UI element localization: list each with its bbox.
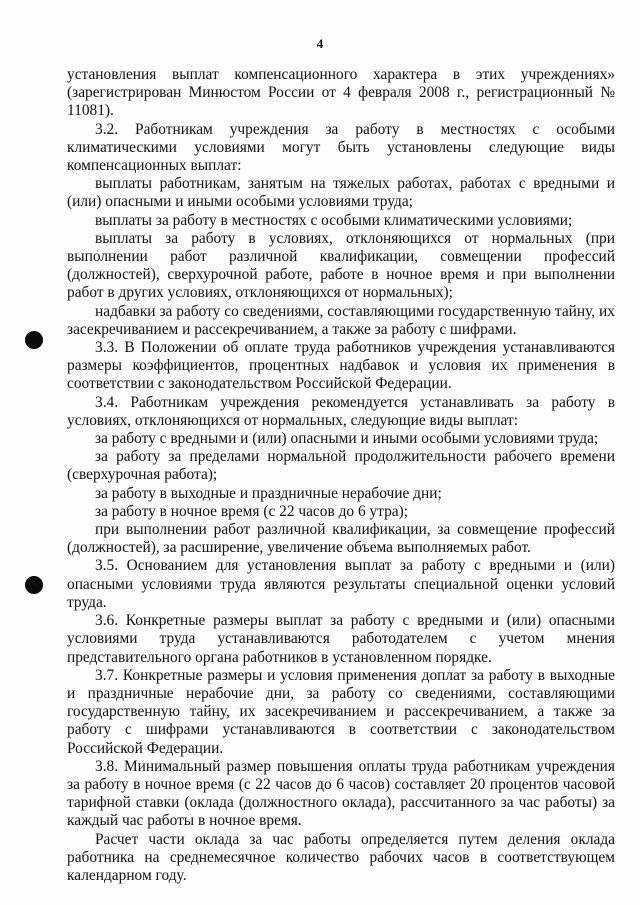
page-number: 4 [316,36,324,51]
paragraph-3-7: 3.7. Конкретные размеры и условия применения доплат за работу в выходные и праздничные нерабочие дни, за работу со сведениями, составляющими государственную тайну, их засекречиванием и рассекречиванием, а также за работу с шифрами устанавливаются в соответствии с законодательством Российской Федерации. [67,666,615,757]
paragraph-intro: установления выплат компенсационного характера в этих учреждениях» (зарегистрирован Минюстом России от 4 февраля 2008 г., регистрационный № 11081). [67,66,615,120]
punch-hole-upper [25,331,43,349]
list-item-3-2-abnormal: выплаты за работу в условиях, отклоняющихся от нормальных (при выполнении работ различной квалификации, совмещении профессий (должностей), сверхурочной работе, работе в ночное время и при выполнении работ в других условиях, отклоняющихся от нормальных); [67,229,615,302]
paragraph-3-8-calculation: Расчет части оклада за час работы определяется путем деления оклада работника на среднемесячное количество рабочих часов в соответствующем календарном году. [67,830,615,884]
document-body [67,66,615,885]
paragraph-3-4: 3.4. Работникам учреждения рекомендуется устанавливать за работу в условиях, отклоняющихся от нормальных, следующие виды выплат: [67,393,615,429]
list-item-3-4-overtime: за работу за пределами нормальной продолжительности рабочего времени (сверхурочная работа); [67,448,615,484]
list-item-3-4-hazardous: за работу с вредными и (или) опасными и иными особыми условиями труда; [95,430,599,448]
paragraph-3-2: 3.2. Работникам учреждения за работу в местностях с особыми климатическими условиями могут быть установлены следующие виды компенсационных выплат: [67,120,615,175]
paragraph-3-3: 3.3. В Положении об оплате труда работников учреждения устанавливаются размеры коэффициентов, процентных надбавок и условия их применения в соответствии с законодательством Российской Федерации. [67,339,615,393]
punch-hole-lower [25,576,43,594]
list-item-3-4-holidays: за работу в выходные и праздничные нерабочие дни; [95,484,442,502]
paragraph-3-6: 3.6. Конкретные размеры выплат за работу с вредными и (или) опасными условиями труда устанавливаются работодателем с учетом мнения представительного органа работников в установленном порядке. [67,612,615,666]
list-item-3-4-combination: при выполнении работ различной квалификации, за совмещение профессий (должностей), за расширение, увеличение объема выполняемых работ. [67,521,615,557]
paragraph-3-5: 3.5. Основанием для установления выплат за работу с вредными и (или) опасными условиями труда являются результаты специальной оценки условий труда. [67,557,615,611]
list-item-3-2-climatic: выплаты за работу в местностях с особыми климатическими условиями; [95,211,573,229]
paragraph-3-8: 3.8. Минимальный размер повышения оплаты труда работникам учреждения за работу в ночное время (с 22 часов до 6 часов) составляет 20 процентов часовой тарифной ставки (оклада (должностного оклада), рассчитанного за час работы) за каждый час работы в ночное время. [67,757,615,830]
list-item-3-4-night: за работу в ночное время (с 22 часов до 6 утра); [95,502,409,520]
list-item-3-2-secrecy: надбавки за работу со сведениями, составляющими государственную тайну, их засекречиванием и рассекречиванием, а также за работу с шифрами. [67,302,615,338]
list-item-3-2-hazardous: выплаты работникам, занятым на тяжелых работах, работах с вредными и (или) опасными и иными особыми условиями труда; [67,175,615,211]
